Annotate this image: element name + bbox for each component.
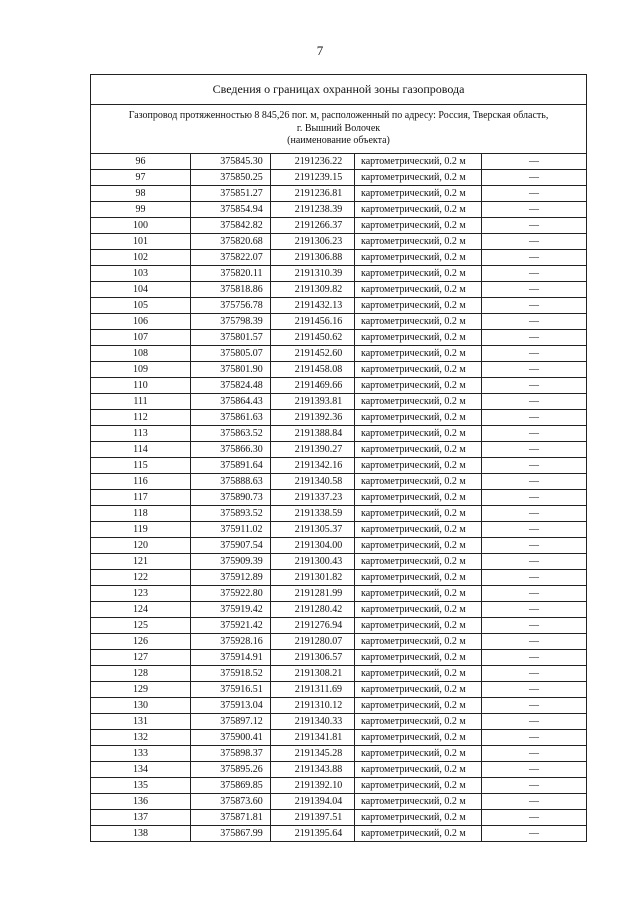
- extra-cell: —: [482, 490, 587, 506]
- x-coordinate-cell: 375869.85: [191, 778, 271, 794]
- x-coordinate-cell: 375866.30: [191, 442, 271, 458]
- method-cell: картометрический, 0.2 м: [355, 650, 482, 666]
- table-row: [91, 282, 587, 298]
- extra-cell: —: [482, 810, 587, 826]
- extra-cell: —: [482, 362, 587, 378]
- method-cell: картометрический, 0.2 м: [355, 794, 482, 810]
- extra-cell: —: [482, 570, 587, 586]
- x-coordinate-cell: 375888.63: [191, 474, 271, 490]
- table-row: [91, 442, 587, 458]
- y-coordinate-cell: 2191340.58: [271, 474, 355, 490]
- point-number-cell: 103: [91, 266, 191, 282]
- x-coordinate-cell: 375916.51: [191, 682, 271, 698]
- x-coordinate-cell: 375801.90: [191, 362, 271, 378]
- table-row: [91, 154, 587, 170]
- y-coordinate-cell: 2191266.37: [271, 218, 355, 234]
- x-coordinate-cell: 375854.94: [191, 202, 271, 218]
- point-number-cell: 124: [91, 602, 191, 618]
- y-coordinate-cell: 2191309.82: [271, 282, 355, 298]
- y-coordinate-cell: 2191338.59: [271, 506, 355, 522]
- point-number-cell: 97: [91, 170, 191, 186]
- y-coordinate-cell: 2191456.16: [271, 314, 355, 330]
- table-row: [91, 746, 587, 762]
- point-number-cell: 104: [91, 282, 191, 298]
- table-row: [91, 186, 587, 202]
- point-number-cell: 136: [91, 794, 191, 810]
- point-number-cell: 106: [91, 314, 191, 330]
- y-coordinate-cell: 2191236.22: [271, 154, 355, 170]
- x-coordinate-cell: 375871.81: [191, 810, 271, 826]
- point-number-cell: 121: [91, 554, 191, 570]
- point-number-cell: 111: [91, 394, 191, 410]
- y-coordinate-cell: 2191388.84: [271, 426, 355, 442]
- extra-cell: —: [482, 346, 587, 362]
- point-number-cell: 101: [91, 234, 191, 250]
- x-coordinate-cell: 375907.54: [191, 538, 271, 554]
- extra-cell: —: [482, 394, 587, 410]
- x-coordinate-cell: 375913.04: [191, 698, 271, 714]
- extra-cell: —: [482, 458, 587, 474]
- point-number-cell: 102: [91, 250, 191, 266]
- y-coordinate-cell: 2191390.27: [271, 442, 355, 458]
- table-row: [91, 650, 587, 666]
- method-cell: картометрический, 0.2 м: [355, 666, 482, 682]
- extra-cell: —: [482, 250, 587, 266]
- point-number-cell: 138: [91, 826, 191, 842]
- x-coordinate-cell: 375873.60: [191, 794, 271, 810]
- table-row: [91, 826, 587, 842]
- point-number-cell: 128: [91, 666, 191, 682]
- point-number-cell: 109: [91, 362, 191, 378]
- point-number-cell: 123: [91, 586, 191, 602]
- x-coordinate-cell: 375922.80: [191, 586, 271, 602]
- extra-cell: —: [482, 666, 587, 682]
- method-cell: картометрический, 0.2 м: [355, 378, 482, 394]
- method-cell: картометрический, 0.2 м: [355, 362, 482, 378]
- x-coordinate-cell: 375891.64: [191, 458, 271, 474]
- x-coordinate-cell: 375801.57: [191, 330, 271, 346]
- x-coordinate-cell: 375893.52: [191, 506, 271, 522]
- extra-cell: —: [482, 442, 587, 458]
- method-cell: картометрический, 0.2 м: [355, 218, 482, 234]
- table-row: [91, 634, 587, 650]
- table-row: [91, 250, 587, 266]
- description-row: [91, 105, 587, 154]
- point-number-cell: 110: [91, 378, 191, 394]
- y-coordinate-cell: 2191458.08: [271, 362, 355, 378]
- extra-cell: —: [482, 650, 587, 666]
- table-title: Сведения о границах охранной зоны газопровода: [91, 75, 587, 105]
- y-coordinate-cell: 2191238.39: [271, 202, 355, 218]
- method-cell: картометрический, 0.2 м: [355, 586, 482, 602]
- method-cell: картометрический, 0.2 м: [355, 490, 482, 506]
- point-number-cell: 137: [91, 810, 191, 826]
- x-coordinate-cell: 375912.89: [191, 570, 271, 586]
- extra-cell: —: [482, 378, 587, 394]
- description-line-2: г. Вышний Волочек: [296, 122, 381, 134]
- method-cell: картометрический, 0.2 м: [355, 458, 482, 474]
- y-coordinate-cell: 2191306.57: [271, 650, 355, 666]
- table-row: [91, 330, 587, 346]
- method-cell: картометрический, 0.2 м: [355, 810, 482, 826]
- y-coordinate-cell: 2191340.33: [271, 714, 355, 730]
- y-coordinate-cell: 2191304.00: [271, 538, 355, 554]
- x-coordinate-cell: 375928.16: [191, 634, 271, 650]
- table-row: [91, 346, 587, 362]
- method-cell: картометрический, 0.2 м: [355, 266, 482, 282]
- point-number-cell: 130: [91, 698, 191, 714]
- table-row: [91, 490, 587, 506]
- x-coordinate-cell: 375918.52: [191, 666, 271, 682]
- point-number-cell: 122: [91, 570, 191, 586]
- table-row: [91, 794, 587, 810]
- extra-cell: —: [482, 586, 587, 602]
- y-coordinate-cell: 2191397.51: [271, 810, 355, 826]
- method-cell: картометрический, 0.2 м: [355, 618, 482, 634]
- x-coordinate-cell: 375867.99: [191, 826, 271, 842]
- table-row: [91, 714, 587, 730]
- description-caption: (наименование объекта): [287, 135, 390, 147]
- table-row: [91, 666, 587, 682]
- y-coordinate-cell: 2191342.16: [271, 458, 355, 474]
- y-coordinate-cell: 2191281.99: [271, 586, 355, 602]
- y-coordinate-cell: 2191308.21: [271, 666, 355, 682]
- extra-cell: —: [482, 746, 587, 762]
- point-number-cell: 125: [91, 618, 191, 634]
- y-coordinate-cell: 2191301.82: [271, 570, 355, 586]
- x-coordinate-cell: 375919.42: [191, 602, 271, 618]
- x-coordinate-cell: 375798.39: [191, 314, 271, 330]
- table-row: [91, 730, 587, 746]
- table-row: [91, 362, 587, 378]
- table-row: [91, 394, 587, 410]
- x-coordinate-cell: 375914.91: [191, 650, 271, 666]
- table-row: [91, 298, 587, 314]
- x-coordinate-cell: 375820.11: [191, 266, 271, 282]
- method-cell: картометрический, 0.2 м: [355, 426, 482, 442]
- y-coordinate-cell: 2191311.69: [271, 682, 355, 698]
- extra-cell: —: [482, 330, 587, 346]
- method-cell: картометрический, 0.2 м: [355, 202, 482, 218]
- y-coordinate-cell: 2191280.07: [271, 634, 355, 650]
- table-row: [91, 810, 587, 826]
- table-row: [91, 426, 587, 442]
- point-number-cell: 119: [91, 522, 191, 538]
- extra-cell: —: [482, 410, 587, 426]
- extra-cell: —: [482, 794, 587, 810]
- extra-cell: —: [482, 426, 587, 442]
- x-coordinate-cell: 375898.37: [191, 746, 271, 762]
- method-cell: картометрический, 0.2 м: [355, 602, 482, 618]
- method-cell: картометрический, 0.2 м: [355, 826, 482, 842]
- method-cell: картометрический, 0.2 м: [355, 570, 482, 586]
- point-number-cell: 96: [91, 154, 191, 170]
- table-row: [91, 202, 587, 218]
- extra-cell: —: [482, 186, 587, 202]
- extra-cell: —: [482, 682, 587, 698]
- y-coordinate-cell: 2191306.88: [271, 250, 355, 266]
- point-number-cell: 132: [91, 730, 191, 746]
- y-coordinate-cell: 2191395.64: [271, 826, 355, 842]
- x-coordinate-cell: 375756.78: [191, 298, 271, 314]
- table-row: [91, 618, 587, 634]
- x-coordinate-cell: 375895.26: [191, 762, 271, 778]
- method-cell: картометрический, 0.2 м: [355, 522, 482, 538]
- extra-cell: —: [482, 282, 587, 298]
- x-coordinate-cell: 375824.48: [191, 378, 271, 394]
- table-row: [91, 266, 587, 282]
- x-coordinate-cell: 375818.86: [191, 282, 271, 298]
- y-coordinate-cell: 2191310.12: [271, 698, 355, 714]
- method-cell: картометрический, 0.2 м: [355, 298, 482, 314]
- table-row: [91, 522, 587, 538]
- x-coordinate-cell: 375900.41: [191, 730, 271, 746]
- point-number-cell: 105: [91, 298, 191, 314]
- extra-cell: —: [482, 826, 587, 842]
- table-row: [91, 410, 587, 426]
- method-cell: картометрический, 0.2 м: [355, 154, 482, 170]
- point-number-cell: 134: [91, 762, 191, 778]
- method-cell: картометрический, 0.2 м: [355, 170, 482, 186]
- extra-cell: —: [482, 298, 587, 314]
- point-number-cell: 135: [91, 778, 191, 794]
- point-number-cell: 120: [91, 538, 191, 554]
- point-number-cell: 113: [91, 426, 191, 442]
- x-coordinate-cell: 375805.07: [191, 346, 271, 362]
- extra-cell: —: [482, 698, 587, 714]
- y-coordinate-cell: 2191393.81: [271, 394, 355, 410]
- point-number-cell: 112: [91, 410, 191, 426]
- point-number-cell: 129: [91, 682, 191, 698]
- table-row: [91, 458, 587, 474]
- y-coordinate-cell: 2191343.88: [271, 762, 355, 778]
- x-coordinate-cell: 375863.52: [191, 426, 271, 442]
- y-coordinate-cell: 2191432.13: [271, 298, 355, 314]
- extra-cell: —: [482, 202, 587, 218]
- y-coordinate-cell: 2191345.28: [271, 746, 355, 762]
- method-cell: картометрический, 0.2 м: [355, 682, 482, 698]
- method-cell: картометрический, 0.2 м: [355, 346, 482, 362]
- method-cell: картометрический, 0.2 м: [355, 314, 482, 330]
- table-row: [91, 570, 587, 586]
- table-row: [91, 682, 587, 698]
- x-coordinate-cell: 375850.25: [191, 170, 271, 186]
- table-row: [91, 234, 587, 250]
- point-number-cell: 98: [91, 186, 191, 202]
- table-row: [91, 314, 587, 330]
- table-row: [91, 778, 587, 794]
- point-number-cell: 116: [91, 474, 191, 490]
- extra-cell: —: [482, 554, 587, 570]
- extra-cell: —: [482, 154, 587, 170]
- x-coordinate-cell: 375921.42: [191, 618, 271, 634]
- point-number-cell: 114: [91, 442, 191, 458]
- extra-cell: —: [482, 778, 587, 794]
- y-coordinate-cell: 2191392.10: [271, 778, 355, 794]
- x-coordinate-cell: 375911.02: [191, 522, 271, 538]
- point-number-cell: 115: [91, 458, 191, 474]
- object-description: [91, 105, 587, 154]
- point-number-cell: 118: [91, 506, 191, 522]
- method-cell: картометрический, 0.2 м: [355, 394, 482, 410]
- point-number-cell: 100: [91, 218, 191, 234]
- extra-cell: —: [482, 170, 587, 186]
- point-number-cell: 99: [91, 202, 191, 218]
- method-cell: картометрический, 0.2 м: [355, 474, 482, 490]
- x-coordinate-cell: 375890.73: [191, 490, 271, 506]
- method-cell: картометрический, 0.2 м: [355, 330, 482, 346]
- x-coordinate-cell: 375864.43: [191, 394, 271, 410]
- x-coordinate-cell: 375861.63: [191, 410, 271, 426]
- extra-cell: —: [482, 634, 587, 650]
- boundary-table: [90, 74, 587, 842]
- extra-cell: —: [482, 730, 587, 746]
- method-cell: картометрический, 0.2 м: [355, 538, 482, 554]
- extra-cell: —: [482, 762, 587, 778]
- x-coordinate-cell: 375822.07: [191, 250, 271, 266]
- point-number-cell: 131: [91, 714, 191, 730]
- description-line-1: Газопровод протяженностью 8 845,26 пог. м, расположенный по адресу: Россия, Тверская область,: [128, 110, 549, 122]
- point-number-cell: 127: [91, 650, 191, 666]
- method-cell: картометрический, 0.2 м: [355, 698, 482, 714]
- y-coordinate-cell: 2191392.36: [271, 410, 355, 426]
- method-cell: картометрический, 0.2 м: [355, 506, 482, 522]
- table-row: [91, 218, 587, 234]
- method-cell: картометрический, 0.2 м: [355, 186, 482, 202]
- table-row: [91, 602, 587, 618]
- method-cell: картометрический, 0.2 м: [355, 250, 482, 266]
- method-cell: картометрический, 0.2 м: [355, 778, 482, 794]
- y-coordinate-cell: 2191305.37: [271, 522, 355, 538]
- y-coordinate-cell: 2191341.81: [271, 730, 355, 746]
- x-coordinate-cell: 375820.68: [191, 234, 271, 250]
- table-row: [91, 170, 587, 186]
- y-coordinate-cell: 2191450.62: [271, 330, 355, 346]
- page-number: 7: [316, 43, 324, 58]
- extra-cell: —: [482, 602, 587, 618]
- y-coordinate-cell: 2191452.60: [271, 346, 355, 362]
- extra-cell: —: [482, 618, 587, 634]
- method-cell: картометрический, 0.2 м: [355, 234, 482, 250]
- point-number-cell: 107: [91, 330, 191, 346]
- extra-cell: —: [482, 538, 587, 554]
- x-coordinate-cell: 375851.27: [191, 186, 271, 202]
- y-coordinate-cell: 2191236.81: [271, 186, 355, 202]
- method-cell: картометрический, 0.2 м: [355, 410, 482, 426]
- method-cell: картометрический, 0.2 м: [355, 730, 482, 746]
- extra-cell: —: [482, 522, 587, 538]
- extra-cell: —: [482, 266, 587, 282]
- y-coordinate-cell: 2191239.15: [271, 170, 355, 186]
- y-coordinate-cell: 2191306.23: [271, 234, 355, 250]
- table-row: [91, 474, 587, 490]
- x-coordinate-cell: 375845.30: [191, 154, 271, 170]
- extra-cell: —: [482, 218, 587, 234]
- table-row: [91, 762, 587, 778]
- y-coordinate-cell: 2191337.23: [271, 490, 355, 506]
- x-coordinate-cell: 375897.12: [191, 714, 271, 730]
- table-row: [91, 538, 587, 554]
- method-cell: картометрический, 0.2 м: [355, 746, 482, 762]
- table-row: [91, 698, 587, 714]
- extra-cell: —: [482, 314, 587, 330]
- x-coordinate-cell: 375842.82: [191, 218, 271, 234]
- extra-cell: —: [482, 234, 587, 250]
- y-coordinate-cell: 2191394.04: [271, 794, 355, 810]
- point-number-cell: 117: [91, 490, 191, 506]
- table-row: [91, 586, 587, 602]
- title-row: [91, 75, 587, 105]
- x-coordinate-cell: 375909.39: [191, 554, 271, 570]
- method-cell: картометрический, 0.2 м: [355, 554, 482, 570]
- extra-cell: —: [482, 506, 587, 522]
- method-cell: картометрический, 0.2 м: [355, 634, 482, 650]
- method-cell: картометрический, 0.2 м: [355, 442, 482, 458]
- method-cell: картометрический, 0.2 м: [355, 282, 482, 298]
- point-number-cell: 108: [91, 346, 191, 362]
- extra-cell: —: [482, 714, 587, 730]
- method-cell: картометрический, 0.2 м: [355, 714, 482, 730]
- y-coordinate-cell: 2191300.43: [271, 554, 355, 570]
- y-coordinate-cell: 2191276.94: [271, 618, 355, 634]
- table-row: [91, 506, 587, 522]
- table-row: [91, 554, 587, 570]
- extra-cell: —: [482, 474, 587, 490]
- table-row: [91, 378, 587, 394]
- y-coordinate-cell: 2191469.66: [271, 378, 355, 394]
- point-number-cell: 126: [91, 634, 191, 650]
- y-coordinate-cell: 2191310.39: [271, 266, 355, 282]
- y-coordinate-cell: 2191280.42: [271, 602, 355, 618]
- point-number-cell: 133: [91, 746, 191, 762]
- method-cell: картометрический, 0.2 м: [355, 762, 482, 778]
